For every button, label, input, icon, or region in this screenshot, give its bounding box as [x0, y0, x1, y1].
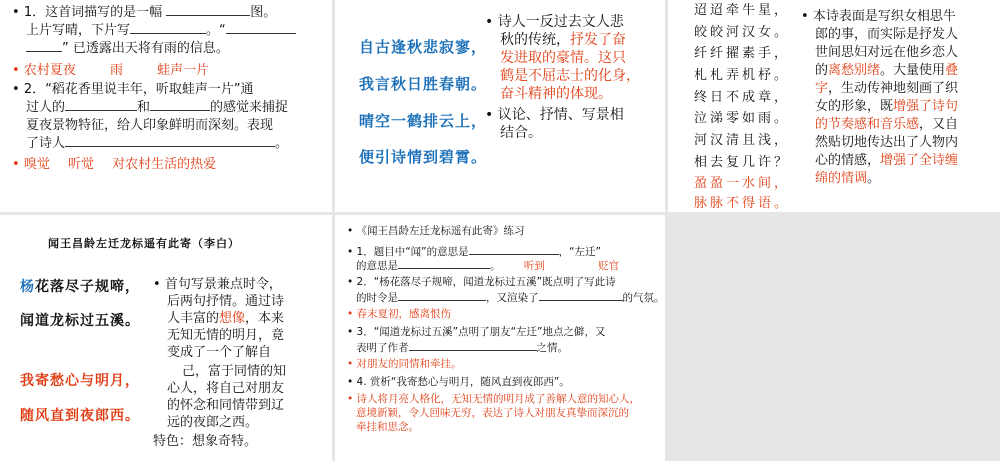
poem-line-1: 迢迢牵牛星， — [694, 3, 791, 18]
poem-line-3: 我寄愁心与明月， — [20, 373, 140, 389]
analysis-line5: 字，生动传神地刻画了织 — [815, 81, 959, 96]
poem-line-2: 闻道龙标过五溪。 — [20, 313, 140, 329]
poem-line-1: 杨花落尽子规啼， — [20, 279, 140, 295]
slide-4[interactable] — [0, 215, 332, 461]
analysis-line4: 鹤是不屈志士的化身， — [500, 68, 640, 84]
empty-slide-area — [668, 215, 1000, 461]
slide-title: • 《闻王昌龄左迁龙标遥有此寄》练习 — [347, 225, 525, 237]
analysis-line7: 的节奏感和音乐感，又自 — [815, 117, 959, 132]
analysis-line10: 绵的情调。 — [815, 171, 881, 186]
analysis-line2: 秋的传统，抒发了奋 — [500, 32, 626, 48]
poem-line-8: 相去复几许？ — [694, 155, 791, 170]
q1-line2: 上片写晴，下片写 。“ — [26, 22, 296, 39]
poem-line-2: 我言秋日胜春朝。 — [359, 75, 488, 93]
slide-title: 闻王昌龄左迁龙标遥有此寄（李白） — [48, 237, 240, 250]
slide-2[interactable] — [335, 0, 665, 212]
q2-line3: 夏夜景物特征，给人印象鲜明而深刻。表现 — [26, 118, 274, 133]
q2-line2: 过人的 和 的感觉来捕捉 — [26, 100, 289, 115]
answer-3: • 对朋友的同情和牵挂。 — [347, 358, 462, 370]
poem-line-2: 皎皎河汉女。 — [694, 25, 791, 40]
answer-4-line3: 牵挂和思念。 — [356, 421, 419, 433]
poem-line-9: 盈盈一水间， — [694, 176, 791, 191]
feature-line: 特色：想象奇特。 — [153, 434, 258, 449]
analysis-line8: 然贴切地传达出了人物内 — [815, 135, 959, 150]
analysis-line8: 的怀念和同情带到辽 — [167, 398, 285, 413]
q1-line3: ” 已透露出天将有雨的信息。 — [26, 40, 229, 57]
bullet-technique: • 议论、抒情、写景相 — [485, 107, 624, 123]
analysis-line5: 奋斗精神的体现。 — [500, 86, 612, 102]
poem-line-10: 脉脉不得语。 — [694, 196, 791, 211]
q1-line2: 的意思是 。 听到 贬官 — [356, 257, 619, 273]
q4-line: • 4. 赏析“我寄愁心与明月，随风直到夜郎西”。 — [347, 376, 570, 388]
bullet-q1: • 1．这首词描写的是一幅 图。 — [12, 5, 277, 20]
q2-line2: 的时令是 ，又渲染了 的气氛。 — [356, 289, 665, 305]
poem-line-7: 河汉清且浅， — [694, 133, 791, 148]
answer-4-line1: • 诗人将月亮人格化，无知无情的明月成了善解人意的知心人， — [347, 393, 641, 405]
poem-line-4: 随风直到夜郎西。 — [20, 408, 140, 424]
analysis-line9: 心的情感，增强了全诗缠 — [815, 153, 959, 168]
analysis-line4: 的离愁别绪。大量使用叠 — [815, 63, 959, 78]
analysis-line3: 发进取的豪情。这只 — [500, 50, 626, 66]
analysis-line9: 远的夜郎之西。 — [167, 415, 259, 430]
bullet-analysis: • 首句写景兼点时令， — [153, 277, 282, 292]
poem-line-4: 便引诗情到碧霄。 — [359, 148, 488, 166]
bullet-analysis: • 诗人一反过去文人悲 — [485, 14, 624, 30]
poem-line-1: 自古逢秋悲寂寥， — [359, 38, 488, 56]
analysis-line2: 郎的事，而实际是抒发人 — [815, 27, 959, 42]
bullet-q2: • 2．“稻花香里说丰年，听取蛙声一片”通 — [12, 82, 254, 97]
poem-line-5: 终日不成章， — [694, 90, 791, 105]
poem-line-3: 纤纤擢素手， — [694, 46, 791, 61]
answer-2: • 春末夏初，感离恨伤 — [347, 308, 452, 320]
poem-line-6: 泣涕零如雨。 — [694, 111, 791, 126]
slide-5[interactable] — [335, 215, 665, 461]
bullet-analysis: • 本诗表面是写织女相思牛 — [801, 9, 956, 24]
q2-line4: 了诗人 。 — [26, 136, 289, 151]
poem-line-3: 晴空一鹤排云上， — [359, 112, 488, 130]
q3-line1: • 3．“闻道龙标过五溪”点明了朋友“左迁”地点之僻，又 — [347, 326, 606, 338]
slide-1[interactable] — [0, 0, 332, 212]
analysis-line6: 女的形象，既增强了诗句 — [815, 99, 959, 114]
answer-4-line2: 意境新颖，令人回味无穷，表达了诗人对朋友真挚而深沉的 — [356, 407, 629, 419]
analysis-line3: 世间思妇对远在他乡恋人 — [815, 45, 959, 60]
answer-1: • 农村夏夜 雨 蛙声一片 — [12, 63, 210, 78]
q1-line1: • 1．题目中“闻”的意思是 ，“左迁” — [347, 243, 601, 259]
analysis-line5: 变成了一个了解自 — [167, 345, 272, 360]
analysis-line6: 己，富于同情的知 — [182, 364, 287, 379]
q2-line1: • 2．“杨花落尽子规啼，闻道龙标过五溪”既点明了写此诗 — [347, 276, 616, 288]
poem-line-4: 札札弄机杼。 — [694, 68, 791, 83]
answer-2: • 嗅觉 听觉 对农村生活的热爱 — [12, 157, 217, 172]
analysis-line4: 无知无情的明月，竟 — [167, 328, 285, 343]
analysis-line7: 心人，将自己对朋友 — [167, 381, 285, 396]
analysis-line2: 后两句抒情。通过诗 — [167, 294, 285, 309]
analysis-line3: 人丰富的想像，本来 — [167, 311, 285, 326]
slide-3[interactable] — [668, 0, 1000, 212]
technique-line2: 结合。 — [500, 125, 542, 141]
q3-line2: 表明了作者 之情。 — [356, 339, 568, 355]
